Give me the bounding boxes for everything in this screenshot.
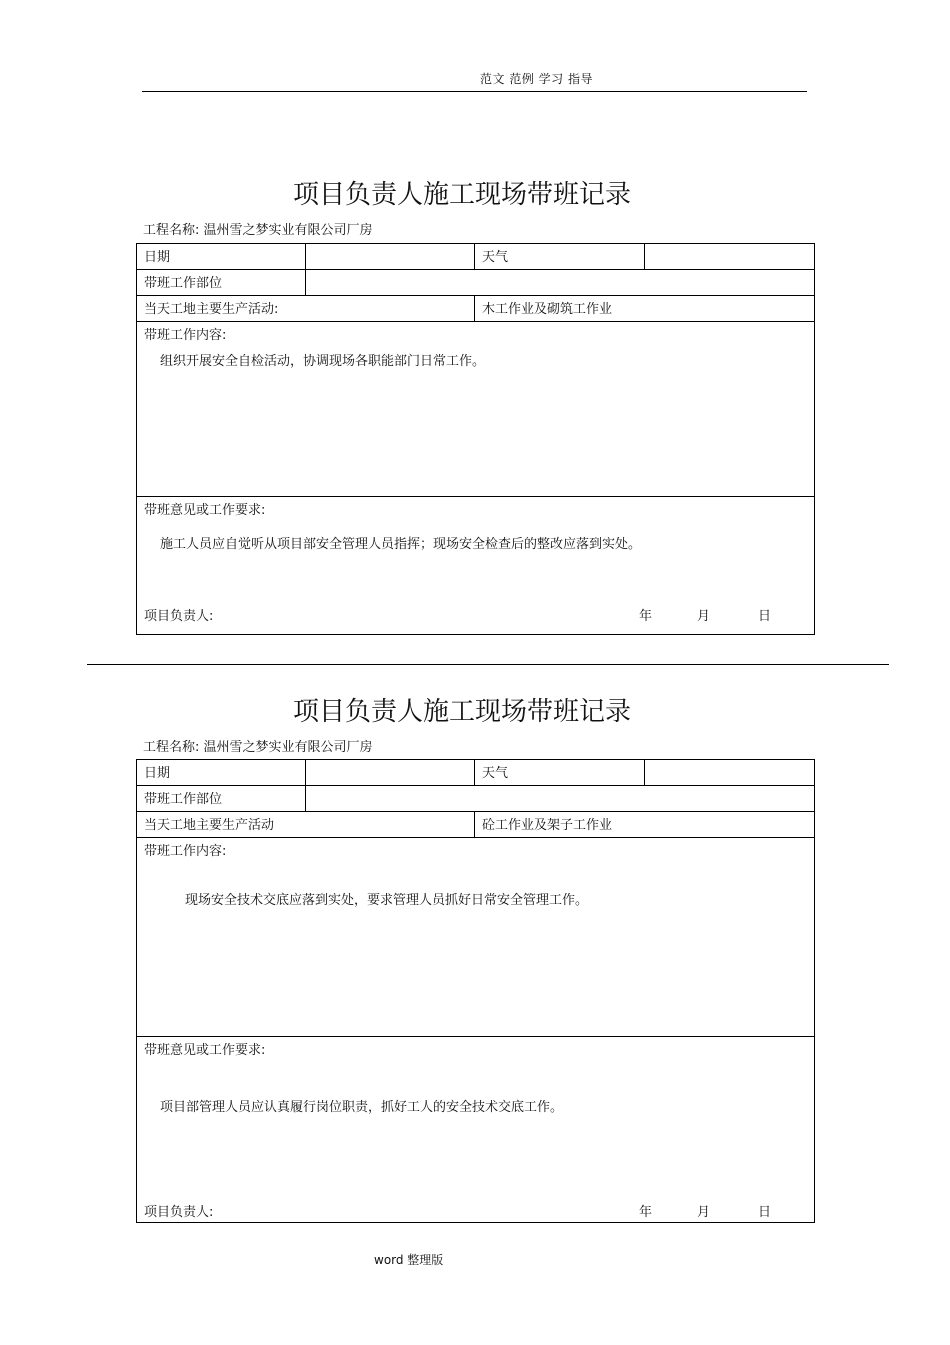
opinion-label: 带班意见或工作要求: <box>144 1043 266 1058</box>
location-label: 带班工作部位 <box>137 270 306 296</box>
activity-label: 当天工地主要生产活动 <box>137 812 475 838</box>
weather-label: 天气 <box>475 760 645 786</box>
day-label: 日 <box>758 1205 772 1220</box>
sign-date <box>639 605 771 624</box>
activity-value[interactable]: 木工作业及砌筑工作业 <box>475 296 815 322</box>
page-header-text: 范文 范例 学习 指导 <box>480 72 593 86</box>
opinion-text: 项目部管理人员应认真履行岗位职责，抓好工人的安全技术交底工作。 <box>160 1100 564 1115</box>
location-value[interactable] <box>306 270 815 296</box>
content-label: 带班工作内容: <box>144 844 227 859</box>
signer-label: 项目负责人: <box>144 609 214 624</box>
activity-label: 当天工地主要生产活动: <box>137 296 475 322</box>
location-value[interactable] <box>306 786 815 812</box>
record-1-project-line <box>143 219 373 238</box>
date-label: 日期 <box>137 244 306 270</box>
section-divider <box>87 664 889 665</box>
activity-value[interactable]: 砼工作业及架子工作业 <box>475 812 815 838</box>
month-label: 月 <box>697 1205 711 1220</box>
opinion-text: 施工人员应自觉听从项目部安全管理人员指挥；现场安全检查后的整改应落到实处。 <box>160 537 642 552</box>
day-label: 日 <box>758 609 772 624</box>
opinion-label: 带班意见或工作要求: <box>144 503 266 518</box>
opinion-cell[interactable] <box>137 1037 815 1223</box>
signer-label: 项目负责人: <box>144 1205 214 1220</box>
content-label: 带班工作内容: <box>144 328 227 343</box>
year-label: 年 <box>639 609 653 624</box>
content-text: 组织开展安全自检活动，协调现场各职能部门日常工作。 <box>160 354 486 369</box>
year-label: 年 <box>639 1205 653 1220</box>
month-label: 月 <box>697 609 711 624</box>
weather-label: 天气 <box>475 244 645 270</box>
content-text: 现场安全技术交底应落到实处，要求管理人员抓好日常安全管理工作。 <box>185 893 589 908</box>
opinion-cell[interactable] <box>137 497 815 635</box>
record-2-project-line <box>143 736 373 755</box>
page-footer-text: word 整理版 <box>374 1253 444 1267</box>
location-label: 带班工作部位 <box>137 786 306 812</box>
record-1-title: 项目负责人施工现场带班记录 <box>292 180 631 210</box>
date-value[interactable] <box>306 760 475 786</box>
project-name: 温州雪之梦实业有限公司厂房 <box>203 740 373 755</box>
project-name: 温州雪之梦实业有限公司厂房 <box>203 223 373 238</box>
project-label: 工程名称: <box>143 223 200 238</box>
sign-date <box>639 1201 771 1220</box>
record-2-title: 项目负责人施工现场带班记录 <box>292 697 631 727</box>
date-value[interactable] <box>306 244 475 270</box>
record-2-table <box>136 759 815 1223</box>
record-1-table <box>136 243 815 635</box>
date-label: 日期 <box>137 760 306 786</box>
project-label: 工程名称: <box>143 740 200 755</box>
header-rule <box>142 91 807 92</box>
weather-value[interactable] <box>645 244 815 270</box>
content-cell[interactable] <box>137 838 815 1037</box>
content-cell[interactable] <box>137 322 815 497</box>
weather-value[interactable] <box>645 760 815 786</box>
